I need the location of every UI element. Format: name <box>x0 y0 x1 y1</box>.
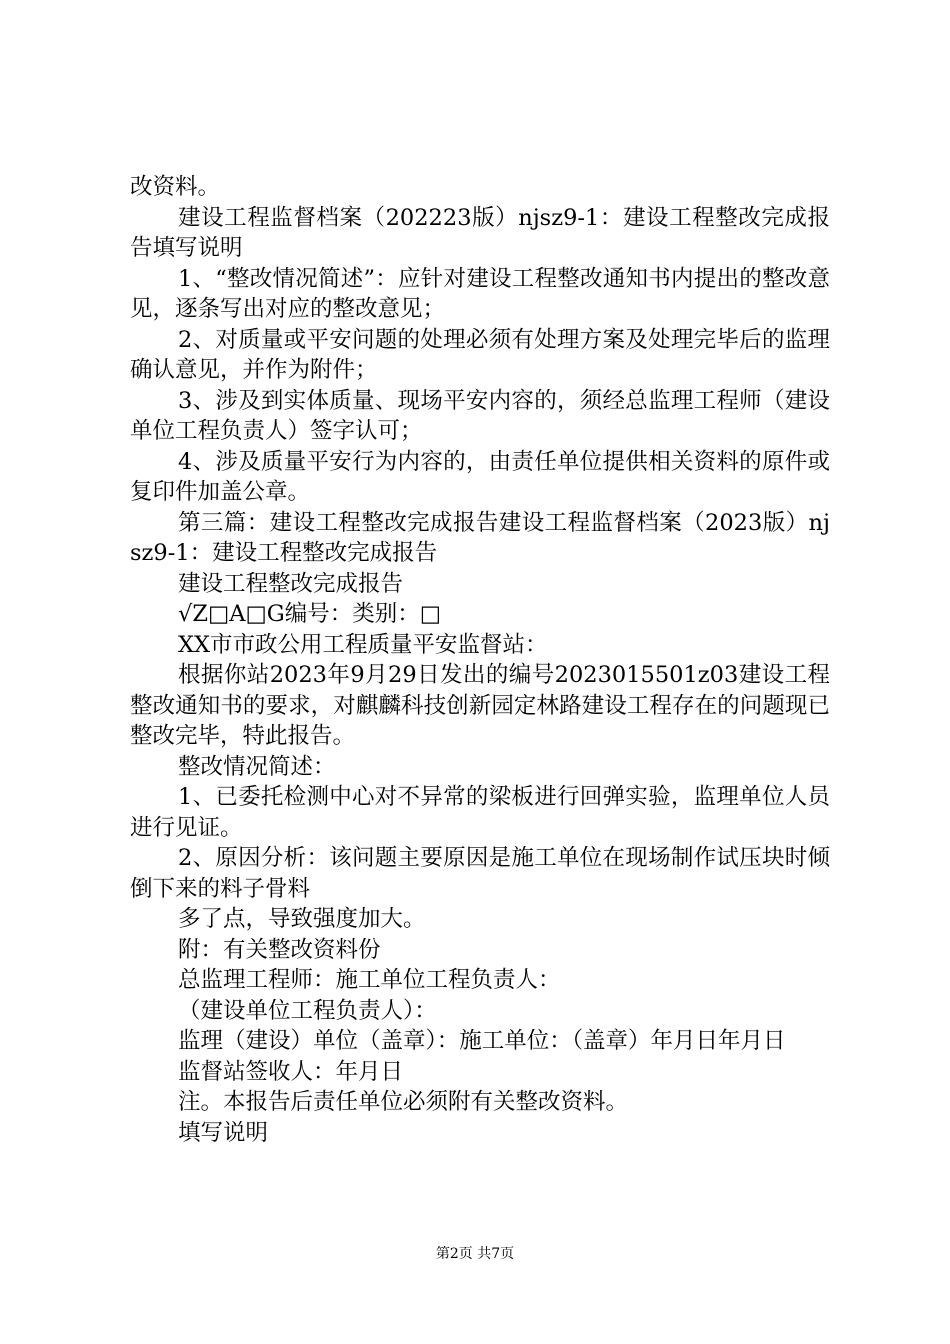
section-heading: 第三篇：建设工程整改完成报告建设工程监督档案（2023版）njsz9-1：建设工程整改完成报告 <box>130 509 830 566</box>
paragraph: 整改情况简述： <box>178 753 336 780</box>
addressee: XX市市政公用工程质量平安监督站： <box>178 631 548 658</box>
document-body <box>130 172 830 1148</box>
signature-line: 总监理工程师：施工单位工程负责人： <box>178 967 561 993</box>
paragraph: 多了点，导致强度加大。 <box>178 906 426 932</box>
paragraph: 附：有关整改资料份 <box>178 936 381 963</box>
signature-line: 监督站签收人：年月日 <box>178 1058 404 1085</box>
paragraph: 1、已委托检测中心对不异常的梁板进行回弹实验，监理单位人员进行见证。 <box>130 784 830 841</box>
page-footer: 第2页 共7页 <box>435 1246 515 1262</box>
paragraph: 2、原因分析：该问题主要原因是施工单位在现场制作试压块时倾倒下来的料子骨料 <box>130 845 830 902</box>
paragraph: 改资料。 <box>130 174 221 200</box>
signature-line: 监理（建设）单位（盖章）：施工单位：（盖章）年月日年月日 <box>178 1028 786 1054</box>
paragraph: 2、对质量或平安问题的处理必须有处理方案及处理完毕后的监理确认意见，并作为附件； <box>130 326 830 383</box>
paragraph: √Z□A□G编号：类别：□ <box>178 601 441 627</box>
report-title: 建设工程整改完成报告 <box>178 570 404 597</box>
paragraph: 建设工程监督档案（202223版）njsz9-1：建设工程整改完成报告填写说明 <box>130 204 830 261</box>
paragraph: 4、涉及质量平安行为内容的，由责任单位提供相关资料的原件或复印件加盖公章。 <box>130 448 830 505</box>
paragraph: 填写说明 <box>178 1119 269 1146</box>
note: 注。本报告后责任单位必须附有关整改资料。 <box>178 1089 629 1115</box>
paragraph: 根据你站2023年9月29日发出的编号2023015501z03建设工程整改通知书的要求，对麒麟科技创新园定林路建设工程存在的问题现已整改完毕，特此报告。 <box>130 662 830 749</box>
signature-line: （建设单位工程负责人）： <box>178 997 437 1024</box>
paragraph: 3、涉及到实体质量、现场平安内容的，须经总监理工程师（建设单位工程负责人）签字认可； <box>130 387 830 444</box>
paragraph: 1、“整改情况简述”：应针对建设工程整改通知书内提出的整改意见，逐条写出对应的整改意见； <box>130 265 830 322</box>
